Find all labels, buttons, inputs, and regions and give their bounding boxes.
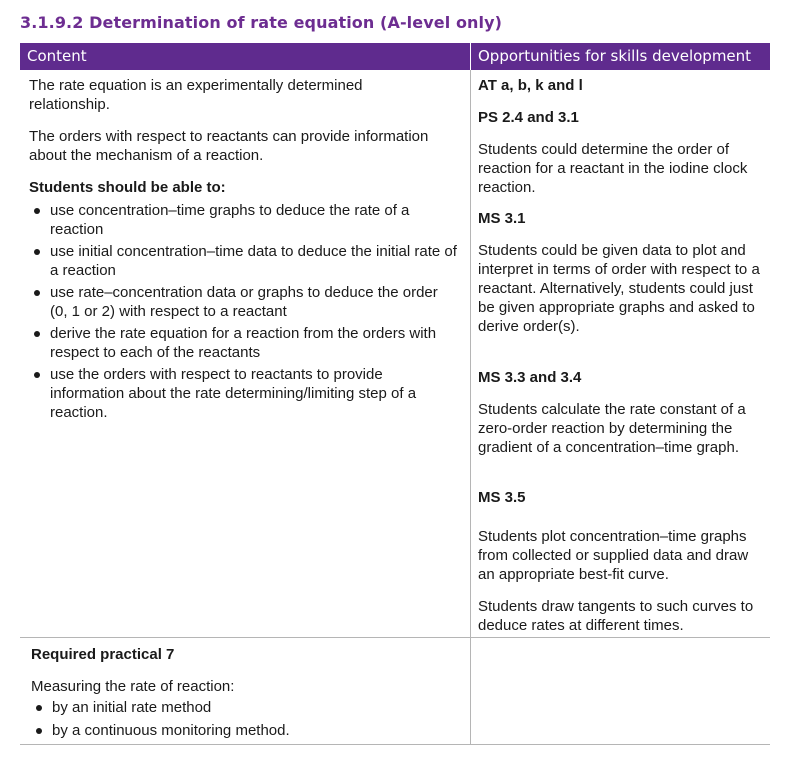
at-heading: AT a, b, k and l bbox=[478, 77, 583, 94]
column-divider bbox=[470, 70, 471, 745]
content-paragraph-1: The rate equation is an experimentally determined relationship. bbox=[29, 77, 363, 113]
list-item: use the orders with respect to reactants to provide information about the rate determining/limiting step of a reaction. bbox=[29, 365, 457, 422]
bullet-icon bbox=[34, 208, 40, 214]
ps-text: Students could determine the order of reaction for a reactant in the iodine clock reaction. bbox=[478, 141, 748, 196]
table-header bbox=[20, 43, 770, 70]
bullet-icon bbox=[36, 705, 42, 711]
students-heading: Students should be able to: bbox=[29, 179, 226, 196]
ms33-heading: MS 3.3 and 3.4 bbox=[478, 369, 582, 386]
table-bottom-border bbox=[20, 744, 770, 745]
list-item: by a continuous monitoring method. bbox=[31, 721, 451, 740]
practical-intro: Measuring the rate of reaction: bbox=[31, 678, 235, 695]
ms35-heading: MS 3.5 bbox=[478, 489, 526, 506]
bullet-icon bbox=[34, 331, 40, 337]
ms35-text-2: Students draw tangents to such curves to deduce rates at different times. bbox=[478, 598, 754, 634]
ms33-text: Students calculate the rate constant of a zero-order reaction by determining the gradient of a concentration–time graph. bbox=[478, 401, 746, 456]
skills-column-header: Opportunities for skills development bbox=[471, 43, 770, 70]
list-item: use rate–concentration data or graphs to deduce the order (0, 1 or 2) with respect to a reactant bbox=[29, 283, 457, 321]
bullet-icon bbox=[34, 249, 40, 255]
practical-list bbox=[31, 698, 451, 743]
row-divider bbox=[20, 637, 770, 638]
list-item: use concentration–time graphs to deduce the rate of a reaction bbox=[29, 201, 457, 239]
section-title: 3.1.9.2 Determination of rate equation (A-level only) bbox=[20, 13, 503, 32]
bullet-icon bbox=[34, 372, 40, 378]
ps-heading: PS 2.4 and 3.1 bbox=[478, 109, 579, 126]
ms35-text-1: Students plot concentration–time graphs from collected or supplied data and draw an appropriate best-fit curve. bbox=[478, 528, 749, 583]
content-column-header: Content bbox=[20, 43, 470, 70]
bullet-icon bbox=[36, 728, 42, 734]
objectives-list bbox=[29, 201, 457, 425]
ms31-text: Students could be given data to plot and interpret in terms of order with respect to a reactant. Alternatively, students could just be given appropriate graphs and asked to derive order(s). bbox=[478, 242, 760, 335]
ms31-heading: MS 3.1 bbox=[478, 210, 526, 227]
list-item: use initial concentration–time data to deduce the initial rate of a reaction bbox=[29, 242, 457, 280]
bullet-icon bbox=[34, 290, 40, 296]
practical-title: Required practical 7 bbox=[31, 646, 175, 663]
content-paragraph-2: The orders with respect to reactants can provide information about the mechanism of a reaction. bbox=[29, 128, 429, 164]
list-item: derive the rate equation for a reaction from the orders with respect to each of the reactants bbox=[29, 324, 457, 362]
list-item: by an initial rate method bbox=[31, 698, 451, 717]
